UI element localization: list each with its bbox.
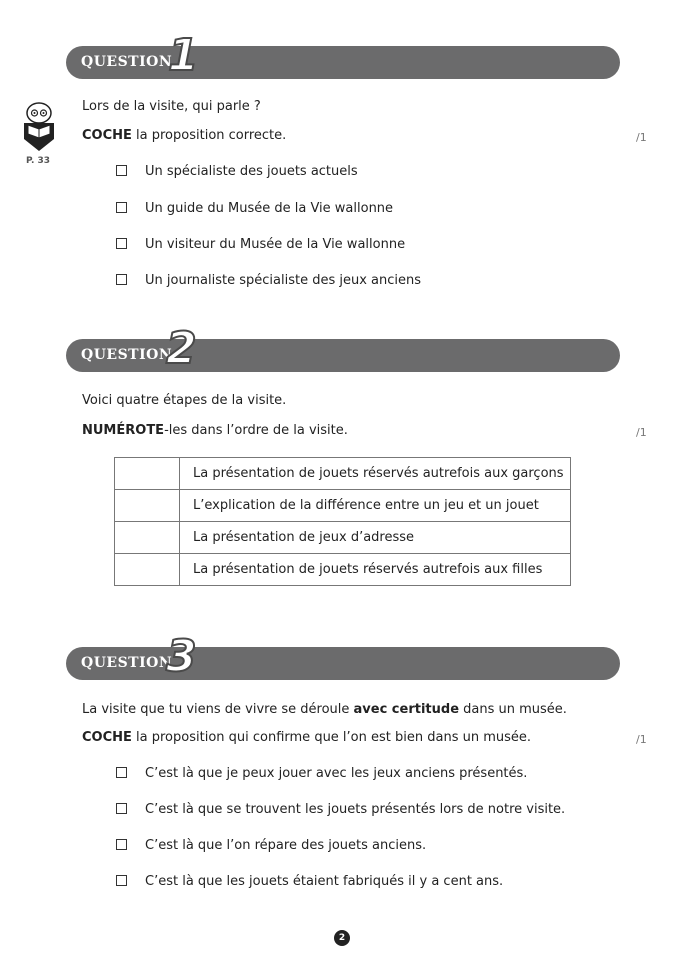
instruction-text: la proposition qui confirme que l’on est bien dans un musée. bbox=[131, 730, 532, 745]
q3-option-3[interactable] bbox=[116, 838, 426, 853]
question-1-prompt: Lors de la visite, qui parle ? bbox=[82, 99, 261, 114]
instruction-verb: NUMÉROTE bbox=[82, 423, 165, 438]
step-text: La présentation de jeux d’adresse bbox=[180, 522, 571, 554]
table-row bbox=[115, 554, 571, 586]
option-label: C’est là que les jouets étaient fabriqués il y a cent ans. bbox=[145, 874, 504, 889]
q1-option-2[interactable] bbox=[116, 201, 393, 216]
table-row bbox=[115, 458, 571, 490]
option-label: Un guide du Musée de la Vie wallonne bbox=[145, 201, 394, 216]
question-1-header bbox=[66, 30, 620, 81]
number-input-cell[interactable] bbox=[115, 522, 180, 554]
table-row bbox=[115, 522, 571, 554]
instruction-text: -les dans l’ordre de la visite. bbox=[164, 423, 348, 438]
question-1-instruction bbox=[82, 128, 286, 143]
question-number: 3 bbox=[166, 631, 197, 682]
checkbox[interactable] bbox=[116, 839, 127, 850]
ordering-table bbox=[114, 457, 571, 586]
question-number: 2 bbox=[166, 323, 197, 374]
checkbox[interactable] bbox=[116, 767, 127, 778]
instruction-text: la proposition correcte. bbox=[131, 128, 287, 143]
instruction-verb: COCHE bbox=[82, 128, 132, 143]
number-input-cell[interactable] bbox=[115, 490, 180, 522]
checkbox[interactable] bbox=[116, 875, 127, 886]
step-text: L’explication de la différence entre un jeu et un jouet bbox=[180, 490, 571, 522]
question-number: 1 bbox=[168, 30, 199, 81]
q3-option-1[interactable] bbox=[116, 766, 527, 781]
checkbox[interactable] bbox=[116, 274, 127, 285]
q1-option-3[interactable] bbox=[116, 237, 405, 252]
q1-option-1[interactable] bbox=[116, 164, 358, 179]
prompt-emphasis: avec certitude bbox=[353, 702, 460, 717]
question-3-instruction bbox=[82, 730, 531, 745]
step-text: La présentation de jouets réservés autrefois aux garçons bbox=[180, 458, 571, 490]
question-3-score: /1 bbox=[636, 733, 647, 746]
number-input-cell[interactable] bbox=[115, 554, 180, 586]
question-1-score: /1 bbox=[636, 131, 647, 144]
option-label: Un visiteur du Musée de la Vie wallonne bbox=[145, 237, 406, 252]
option-label: C’est là que je peux jouer avec les jeux anciens présentés. bbox=[145, 766, 528, 781]
reader-mascot-icon bbox=[22, 101, 56, 153]
question-3-header bbox=[66, 631, 620, 682]
option-label: C’est là que se trouvent les jouets présentés lors de notre visite. bbox=[145, 802, 566, 817]
q3-option-2[interactable] bbox=[116, 802, 565, 817]
checkbox[interactable] bbox=[116, 803, 127, 814]
prompt-text: La visite que tu viens de vivre se déroule bbox=[82, 702, 354, 717]
question-label: QUESTION bbox=[81, 347, 173, 363]
q3-option-4[interactable] bbox=[116, 874, 503, 889]
checkbox[interactable] bbox=[116, 238, 127, 249]
option-label: Un spécialiste des jouets actuels bbox=[145, 164, 358, 179]
question-2-score: /1 bbox=[636, 426, 647, 439]
question-3-prompt bbox=[82, 702, 567, 717]
table-row bbox=[115, 490, 571, 522]
page-reference: P. 33 bbox=[26, 156, 51, 166]
option-label: Un journaliste spécialiste des jeux anciens bbox=[145, 273, 422, 288]
option-label: C’est là que l’on répare des jouets anciens. bbox=[145, 838, 427, 853]
question-2-prompt: Voici quatre étapes de la visite. bbox=[82, 393, 287, 408]
instruction-verb: COCHE bbox=[82, 730, 132, 745]
question-label: QUESTION bbox=[81, 54, 173, 70]
number-input-cell[interactable] bbox=[115, 458, 180, 490]
checkbox[interactable] bbox=[116, 165, 127, 176]
prompt-text: dans un musée. bbox=[459, 702, 567, 717]
q1-option-4[interactable] bbox=[116, 273, 421, 288]
page-number: 2 bbox=[334, 930, 350, 946]
step-text: La présentation de jouets réservés autrefois aux filles bbox=[180, 554, 571, 586]
question-2-header bbox=[66, 323, 620, 374]
question-label: QUESTION bbox=[81, 655, 173, 671]
question-2-instruction bbox=[82, 423, 348, 438]
checkbox[interactable] bbox=[116, 202, 127, 213]
